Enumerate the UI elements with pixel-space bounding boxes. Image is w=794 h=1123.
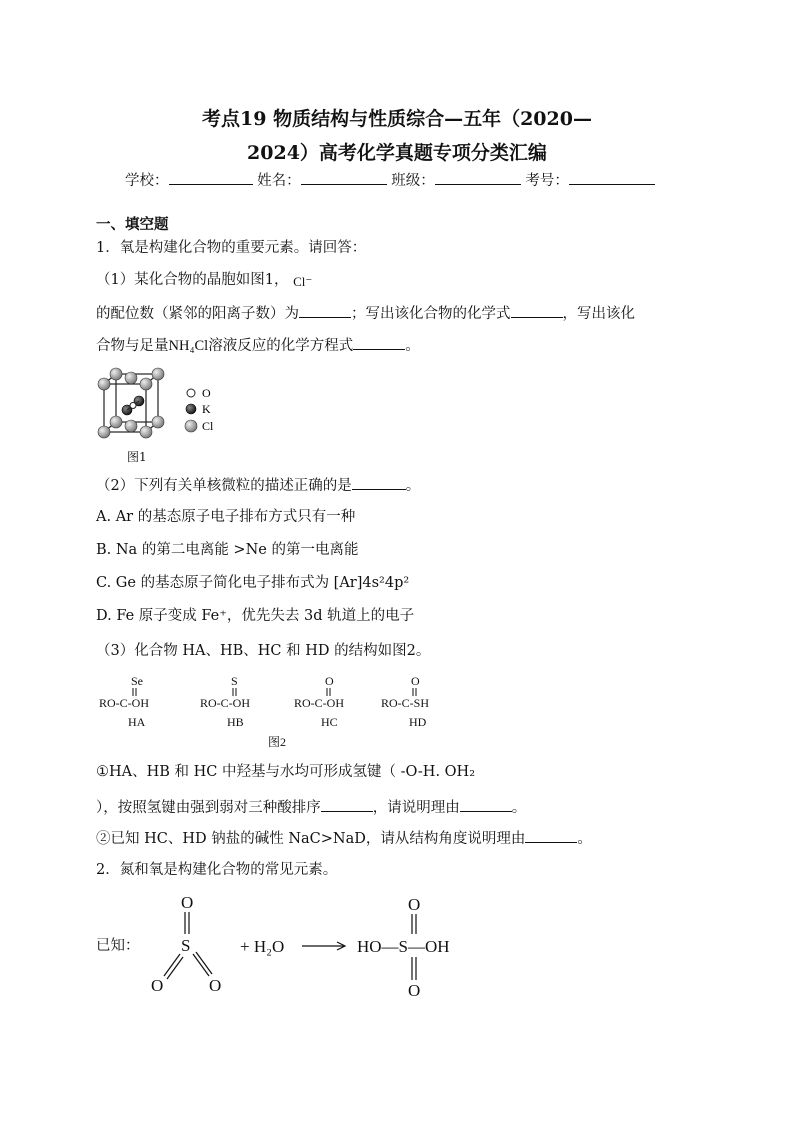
ha-label: HA: [128, 715, 146, 729]
reaction-equation: [140, 890, 480, 1005]
option-a: A. Ar 的基态原子电子排布方式只有一种: [96, 509, 356, 525]
so3-left-oxygen: O: [151, 976, 164, 995]
hc-label: HC: [321, 715, 338, 729]
number-field[interactable]: [569, 170, 655, 185]
answer-blank[interactable]: [321, 797, 373, 812]
answer-blank[interactable]: [353, 335, 405, 350]
answer-blank[interactable]: [460, 797, 512, 812]
sulfuric-acid: HO—S—OH: [357, 937, 450, 956]
q1-part3: （3）化合物 HA、HB、HC 和 HD 的结构如图2。: [96, 643, 431, 659]
so3-sulfur: S: [181, 936, 191, 955]
answer-blank[interactable]: [299, 303, 351, 318]
so3-right-oxygen: O: [209, 976, 222, 995]
q1-stem: 1．氧是构建化合物的重要元素。请回答：: [96, 240, 367, 256]
legend-label: K: [202, 402, 211, 416]
water-term: + H₂O: [240, 937, 285, 956]
option-d: D. Fe 原子变成 Fe⁺，优先失去 3d 轨道上的电子: [96, 608, 415, 624]
oxygen-atom: [130, 403, 136, 409]
section-heading: 一、填空题: [96, 216, 169, 233]
answer-blank[interactable]: [511, 303, 563, 318]
legend-chlorine-icon: [185, 420, 197, 432]
option-c: C. Ge 的基态原子简化电子排布式为 [Ar]4s²4p²: [96, 575, 410, 591]
h2so4-top-oxygen: O: [408, 895, 421, 914]
class-field[interactable]: [435, 170, 521, 185]
legend-oxygen-icon: [187, 389, 195, 397]
answer-blank[interactable]: [352, 475, 406, 490]
school-field[interactable]: [169, 170, 253, 185]
ammonium-chloride-formula: NH₄Cl: [168, 338, 209, 354]
answer-blank[interactable]: [525, 828, 577, 843]
school-label: 学校：: [125, 173, 169, 189]
hd-top-atom: O: [411, 674, 420, 688]
option-b: B. Na 的第二电离能 >Ne 的第一电离能: [96, 542, 359, 558]
q1-sub2: ②已知 HC、HD 钠盐的碱性 NaC>NaD，请从结构角度说明理由 。: [96, 828, 592, 849]
hb-label: HB: [227, 715, 244, 729]
so3-top-oxygen: O: [181, 893, 194, 912]
ha-structure: RO-C-OH: [99, 696, 149, 710]
hc-structure: RO-C-OH: [294, 696, 344, 710]
hb-structure: RO-C-OH: [200, 696, 250, 710]
q1-sub1-line2: ），按照氢键由强到弱对三种酸排序 ，请说明理由 。: [96, 797, 526, 818]
known-label: 已知：: [96, 938, 140, 954]
info-line: [125, 170, 655, 191]
unit-cell-figure: [94, 368, 224, 443]
name-field[interactable]: [301, 170, 387, 185]
page-title: 考点19 物质结构与性质综合—五年（2020—: [202, 108, 592, 130]
legend-potassium-icon: [186, 404, 196, 414]
q1-sub1-line1: ①HA、HB 和 HC 中羟基与水均可形成氢键（ -O-H. OH₂: [96, 764, 476, 780]
q2-stem: 2．氮和氧是构建化合物的常见元素。: [96, 862, 338, 878]
fig2-caption: 图2: [268, 735, 287, 749]
ha-top-atom: Se: [131, 674, 143, 688]
number-label: 考号：: [525, 173, 569, 189]
h2so4-bottom-oxygen: O: [408, 981, 421, 1000]
hd-structure: RO-C-SH: [381, 696, 430, 710]
legend-label: Cl: [202, 419, 214, 433]
q1-part1-line2: 的配位数（紧邻的阳离子数）为 ；写出该化合物的化学式 ，写出该化: [96, 303, 635, 324]
q1-part1-line3: 合物与足量NH₄Cl溶液反应的化学方程式 。: [96, 335, 420, 356]
legend-label: O: [202, 386, 211, 400]
hc-top-atom: O: [325, 674, 334, 688]
class-label: 班级：: [391, 173, 435, 189]
chloride-ion: Cl⁻: [293, 274, 313, 289]
q1-part2: （2）下列有关单核微粒的描述正确的是 。: [96, 475, 420, 496]
name-label: 姓名：: [257, 173, 301, 189]
hd-label: HD: [409, 715, 427, 729]
page-title-line2: 2024）高考化学真题专项分类汇编: [247, 142, 547, 164]
structures-figure: [96, 672, 456, 752]
fig1-caption: 图1: [127, 450, 147, 464]
q1-part1-intro: （1）某化合物的晶胞如图1， Cl⁻: [96, 272, 313, 289]
hb-top-atom: S: [231, 674, 238, 688]
